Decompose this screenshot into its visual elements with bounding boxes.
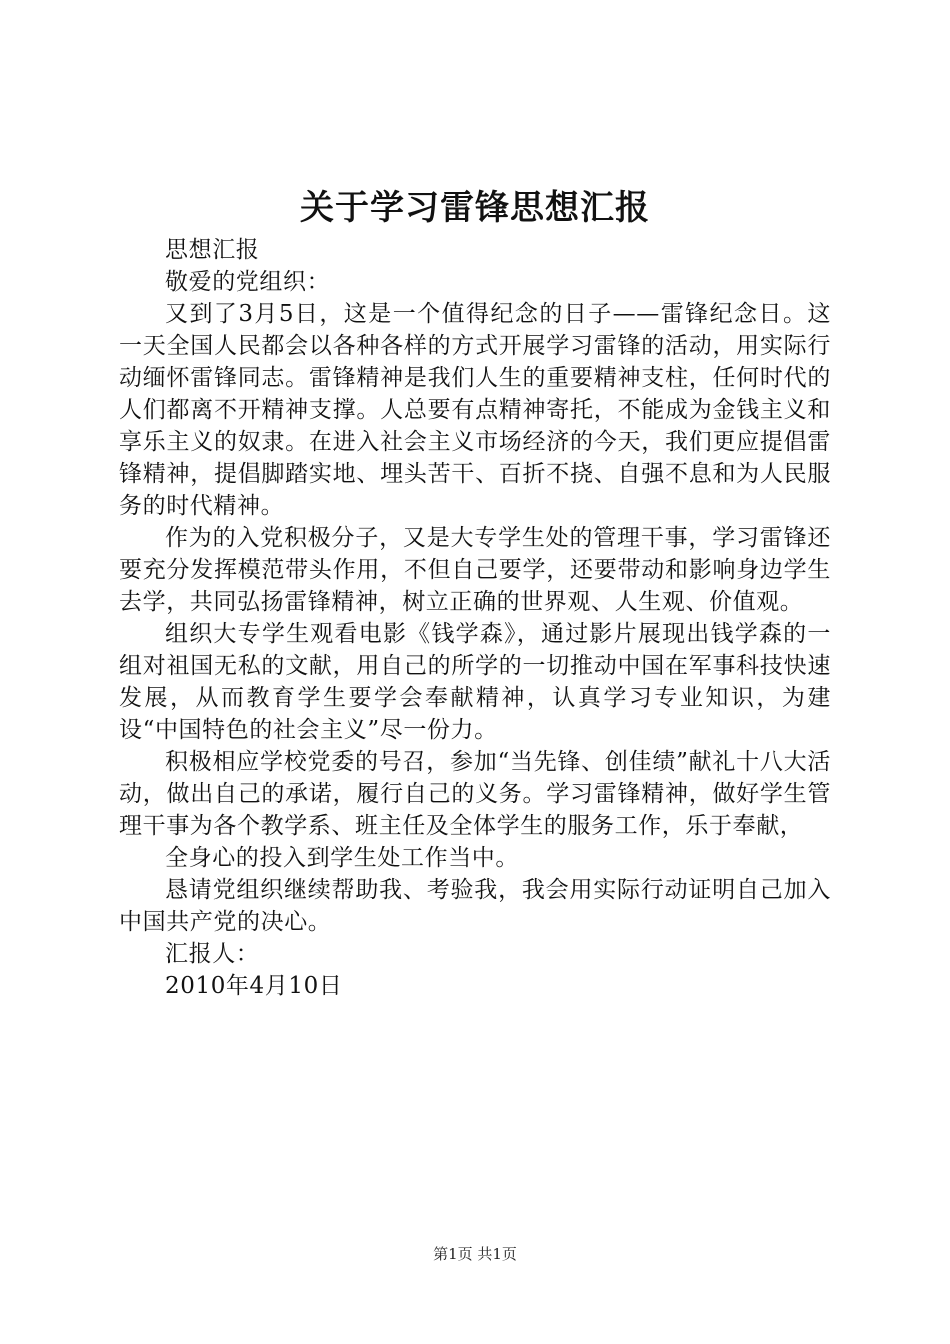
paragraph-5: 全身心的投入到学生处工作当中。 (165, 845, 519, 871)
paragraph-3: 组织大专学生观看电影《钱学森》，通过影片展现出钱学森的一组对祖国无私的文献，用自己的所学的一切推动中国在军事科技快速发展，从而教育学生要学会奉献精神，认真学习专业知识，为建设“中国特色的社会主义”尽一份力。 (119, 621, 831, 743)
document-body (119, 234, 831, 1002)
paragraph-2: 作为的入党积极分子，又是大专学生处的管理干事，学习雷锋还要充分发挥模范带头作用，不但自己要学，还要带动和影响身边学生去学，共同弘扬雷锋精神，树立正确的世界观、人生观、价值观。 (119, 525, 831, 615)
page-footer: 第1页 共1页 (433, 1245, 517, 1263)
document-title: 关于学习雷锋思想汇报 (300, 188, 650, 228)
heading-line: 思想汇报 (165, 237, 260, 263)
paragraph-1: 又到了3月5日，这是一个值得纪念的日子——雷锋纪念日。这一天全国人民都会以各种各样的方式开展学习雷锋的活动，用实际行动缅怀雷锋同志。雷锋精神是我们人生的重要精神支柱，任何时代的人们都离不开精神支撑。人总要有点精神寄托，不能成为金钱主义和享乐主义的奴隶。在进入社会主义市场经济的今天，我们更应提倡雷锋精神，提倡脚踏实地、埋头苦干、百折不挠、自强不息和为人民服务的时代精神。 (119, 301, 831, 519)
paragraph-4: 积极相应学校党委的号召，参加“当先锋、创佳绩”献礼十八大活动，做出自己的承诺，履行自己的义务。学习雷锋精神，做好学生管理干事为各个教学系、班主任及全体学生的服务工作，乐于奉献， (119, 749, 831, 839)
date-line: 2010年4月10日 (165, 973, 343, 999)
salutation: 敬爱的党组织： (165, 269, 331, 295)
signature-label: 汇报人： (165, 941, 260, 967)
paragraph-6: 恳请党组织继续帮助我、考验我，我会用实际行动证明自己加入中国共产党的决心。 (119, 877, 831, 935)
